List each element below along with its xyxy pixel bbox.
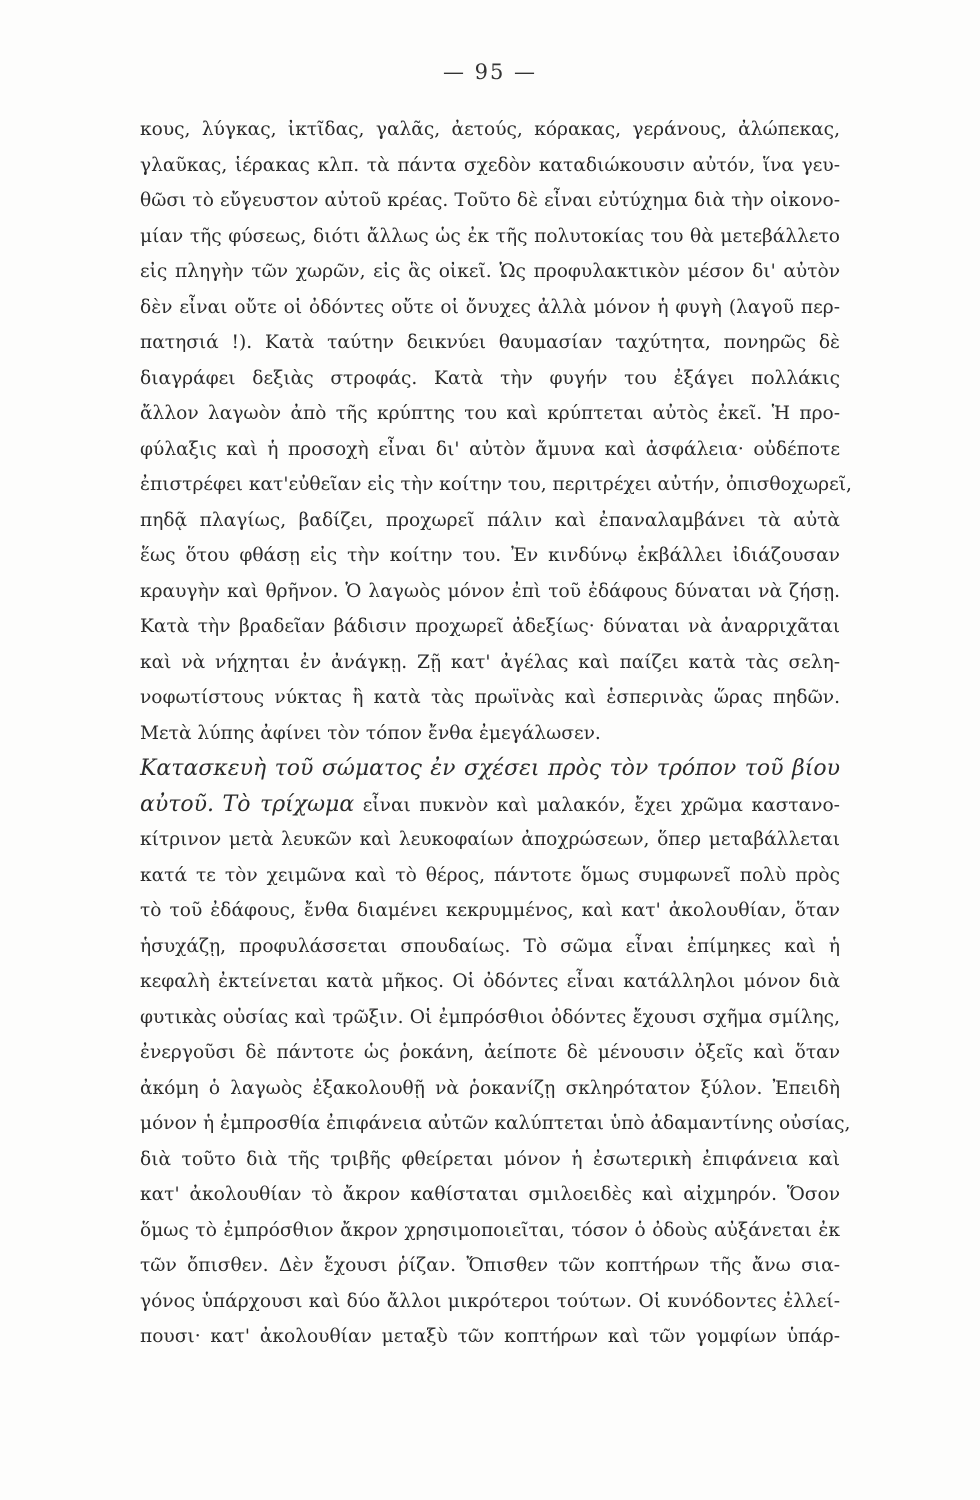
text-line: γλαῦκας, ἱέρακας κλπ. τὰ πάντα σχεδὸν καταδιώκουσιν αὐτόν, ἵνα γευ-: [140, 154, 840, 176]
page-number: — 95 —: [442, 60, 538, 84]
text-line: μίαν τῆς φύσεως, διότι ἄλλως ὡς ἐκ τῆς πολυτοκίας του θὰ μετεβάλλετο: [140, 225, 840, 247]
text-line: νοφωτίστους νύκτας ἢ κατὰ τὰς πρωϊνὰς καὶ ἑσπερινὰς ὥρας πηδῶν.: [140, 687, 840, 708]
text-line: κραυγὴν καὶ θρῆνον. Ὁ λαγωὸς μόνον ἐπὶ τοῦ ἐδάφους δύναται νὰ ζήσῃ.: [140, 580, 840, 602]
text-line: ὅμως τὸ ἐμπρόσθιον ἄκρον χρησιμοποιεῖται, τόσον ὁ ὀδοὺς αὐξάνεται ἐκ: [140, 1219, 840, 1241]
text-line: τῶν ὄπισθεν. Δὲν ἔχουσι ῥίζαν. Ὄπισθεν τῶν κοπτήρων τῆς ἄνω σια-: [140, 1255, 840, 1276]
text-line: δὲν εἶναι οὔτε οἱ ὀδόντες οὔτε οἱ ὄνυχες ἀλλὰ μόνον ἡ φυγὴ (λαγοῦ περ-: [140, 296, 840, 318]
text-line: κατά τε τὸν χειμῶνα καὶ τὸ θέρος, πάντοτε ὅμως συμφωνεῖ πολὺ πρὸς: [140, 864, 840, 886]
text-line: καὶ νὰ νήχηται ἐν ἀνάγκῃ. Ζῇ κατ' ἀγέλας καὶ παίζει κατὰ τὰς σελη-: [140, 651, 840, 673]
text-line: ἐπιστρέφει κατ'εὐθεῖαν εἰς τὴν κοίτην του, περιτρέχει αὐτήν, ὀπισθοχωρεῖ,: [140, 474, 852, 495]
text-line: ἄλλον λαγωὸν ἀπὸ τῆς κρύπτης του καὶ κρύπτεται αὐτὸς ἐκεῖ. Ἡ προ-: [140, 403, 840, 424]
text-line: κεφαλὴ ἐκτείνεται κατὰ μῆκος. Οἱ ὀδόντες εἶναι κατάλληλοι μόνον διὰ: [140, 971, 840, 992]
text-line: ἡσυχάζῃ, προφυλάσσεται σπουδαίως. Τὸ σῶμα εἶναι ἐπίμηκες καὶ ἡ: [140, 935, 840, 957]
text-line: Κατὰ τὴν βραδεῖαν βάδισιν προχωρεῖ ἀδεξίως· δύναται νὰ ἀναρριχᾶται: [140, 616, 840, 637]
text-line: ἀκόμη ὁ λαγωὸς ἐξακολουθῇ νὰ ῥοκανίζῃ σκληρότατον ξύλον. Ἐπειδὴ: [140, 1077, 840, 1099]
text-line: [140, 787, 840, 823]
subheading-trichoma: Τὸ τρίχωμα: [222, 791, 355, 817]
text-line: πουσι· κατ' ἀκολουθίαν μεταξὺ τῶν κοπτήρων καὶ τῶν γομφίων ὑπάρ-: [140, 1326, 840, 1347]
text-line: μόνον ἡ ἐμπροσθία ἐπιφάνεια αὐτῶν καλύπτεται ὑπὸ ἀδαμαντίνης οὐσίας,: [140, 1113, 851, 1134]
text-line: κίτρινον μετὰ λευκῶν καὶ λευκοφαίων ἀποχρώσεων, ὅπερ μεταβάλλεται: [140, 829, 840, 850]
text-line: Μετὰ λύπης ἀφίνει τὸν τόπον ἔνθα ἐμεγάλωσεν.: [140, 722, 601, 744]
text-line: διαγράφει δεξιὰς στροφάς. Κατὰ τὴν φυγήν του ἐξάγει πολλάκις: [140, 367, 840, 389]
text-line: γόνος ὑπάρχουσι καὶ δύο ἄλλοι μικρότεροι τούτων. Οἱ κυνόδοντες ἐλλεί-: [140, 1290, 840, 1312]
text-line: ἕως ὅτου φθάσῃ εἰς τὴν κοίτην του. Ἐν κινδύνῳ ἐκβάλλει ἰδιάζουσαν: [140, 545, 840, 566]
text-line: φύλαξις καὶ ἡ προσοχὴ εἶναι δι' αὐτὸν ἄμυνα καὶ ἀσφάλεια· οὐδέποτε: [140, 438, 840, 460]
text-line: διὰ τοῦτο διὰ τῆς τριβῆς φθείρεται μόνον ἡ ἐσωτερικὴ ἐπιφάνεια καὶ: [140, 1148, 840, 1170]
section-heading: Κατασκευὴ τοῦ σώματος ἐν σχέσει πρὸς τὸν τρόπον τοῦ βίου: [140, 756, 840, 781]
text-line: πατησιά !). Κατὰ ταύτην δεικνύει θαυμασίαν ταχύτητα, πονηρῶς δὲ: [140, 332, 840, 353]
text-line: πηδᾷ πλαγίως, βαδίζει, προχωρεῖ πάλιν καὶ ἐπαναλαμβάνει τὰ αὐτὰ: [140, 509, 840, 531]
text-line: φυτικὰς οὐσίας καὶ τρῶξιν. Οἱ ἐμπρόσθιοι ὀδόντες ἔχουσι σχῆμα σμίλης,: [140, 1006, 840, 1028]
text-line: κους, λύγκας, ἰκτῖδας, γαλᾶς, ἀετούς, κόρακας, γεράνους, ἀλώπεκας,: [140, 119, 840, 140]
text-line: ἐνεργοῦσι δὲ πάντοτε ὡς ῥοκάνη, ἀείποτε δὲ μένουσιν ὀξεῖς καὶ ὅταν: [140, 1042, 840, 1063]
text-run: εἶναι πυκνὸν καὶ μαλακόν, ἔχει χρῶμα καστανο-: [362, 794, 840, 816]
text-line: τὸ τοῦ ἐδάφους, ἔνθα διαμένει κεκρυμμένος, καὶ κατ' ἀκολουθίαν, ὅταν: [140, 900, 840, 921]
section-heading-end: αὐτοῦ.: [140, 791, 215, 817]
section-heading-line: [140, 751, 840, 787]
text-line: θῶσι τὸ εὔγευστον αὐτοῦ κρέας. Τοῦτο δὲ εἶναι εὐτύχημα διὰ τὴν οἰκονο-: [140, 190, 840, 211]
text-line: κατ' ἀκολουθίαν τὸ ἄκρον καθίσταται σμιλοειδὲς καὶ αἰχμηρόν. Ὅσον: [140, 1184, 840, 1205]
body-text: [140, 112, 852, 1355]
text-line: εἰς πληγὴν τῶν χωρῶν, εἰς ἃς οἰκεῖ. Ὡς προφυλακτικὸν μέσον δι' αὐτὸν: [140, 261, 840, 282]
